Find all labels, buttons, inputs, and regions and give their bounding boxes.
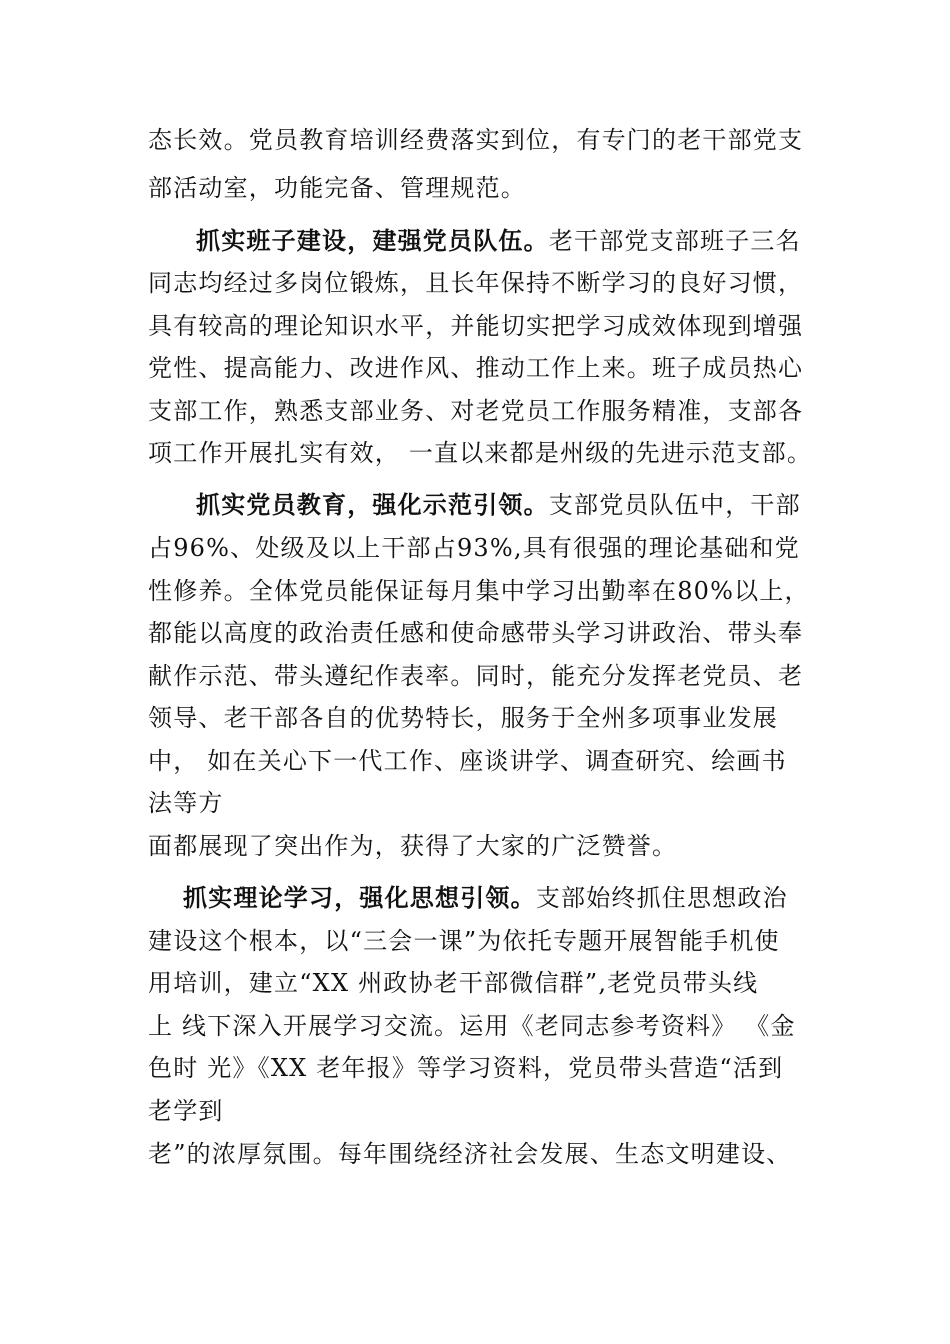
text-line: 态长效。党员教育培训经费落实到位，有专门的老干部党支 bbox=[148, 126, 804, 154]
paragraph-heading: 抓实党员教育，强化示范引领。 bbox=[196, 490, 549, 519]
text-line: 部活动室，功能完备、管理规范。 bbox=[148, 174, 526, 202]
text-line: 建设这个根本，以“三会一课”为依托专题开展智能手机使 bbox=[148, 927, 780, 955]
text-span: 老干部党支部班子三名 bbox=[548, 227, 801, 255]
text-line: 性修养。全体党员能保证每月集中学习出勤率在80%以上， bbox=[148, 577, 810, 605]
text-line: 老学到 bbox=[148, 1097, 224, 1125]
paragraph-2-first-line bbox=[196, 226, 808, 256]
text-line: 都能以高度的政治责任感和使命感带头学习讲政治、带头奉 bbox=[148, 619, 804, 647]
text-line: 占96%、处级及以上干部占93%,具有很强的理论基础和党 bbox=[148, 534, 800, 562]
text-span: 支部党员队伍中，干部 bbox=[548, 491, 801, 519]
text-line: 用培训，建立“XX 州政协老干部微信群”,老党员带头线 bbox=[148, 969, 759, 997]
text-line: 上 线下深入开展学习交流。运用《老同志参考资料》 《金 bbox=[148, 1012, 796, 1040]
text-line: 领导、老干部各自的优势特长，服务于全州多项事业发展 bbox=[148, 704, 778, 732]
text-line: 面都展现了突出作为，获得了大家的广泛赞誉。 bbox=[148, 832, 678, 860]
text-line: 支部工作，熟悉支部业务、对老党员工作服务精准，支部各 bbox=[148, 397, 804, 425]
text-line: 党性、提高能力、改进作风、推动工作上来。班子成员热心 bbox=[148, 354, 804, 382]
text-line: 中， 如在关心下一代工作、座谈讲学、调查研究、绘画书 bbox=[148, 747, 787, 775]
text-line: 色时 光》《XX 老年报》等学习资料，党员带头营造“活到 bbox=[148, 1054, 784, 1082]
paragraph-3-first-line bbox=[196, 490, 808, 520]
text-line: 具有较高的理论知识水平，并能切实把学习成效体现到增强 bbox=[148, 312, 804, 340]
text-line: 献作示范、带头遵纪作表率。同时，能充分发挥老党员、老 bbox=[148, 662, 804, 690]
text-line: 法等方 bbox=[148, 789, 224, 817]
paragraph-4-first-line bbox=[183, 883, 808, 913]
paragraph-heading: 抓实理论学习，强化思想引领。 bbox=[183, 883, 536, 912]
text-line: 老”的浓厚氛围。每年围绕经济社会发展、生态文明建设、 bbox=[148, 1140, 792, 1168]
text-line: 同志均经过多岗位锻炼，且长年保持不断学习的良好习惯， bbox=[148, 269, 804, 297]
paragraph-heading: 抓实班子建设，建强党员队伍。 bbox=[196, 226, 549, 255]
text-span: 支部始终抓住思想政治 bbox=[535, 884, 788, 912]
text-line: 项工作开展扎实有效， 一直以来都是州级的先进示范支部。 bbox=[148, 439, 813, 467]
